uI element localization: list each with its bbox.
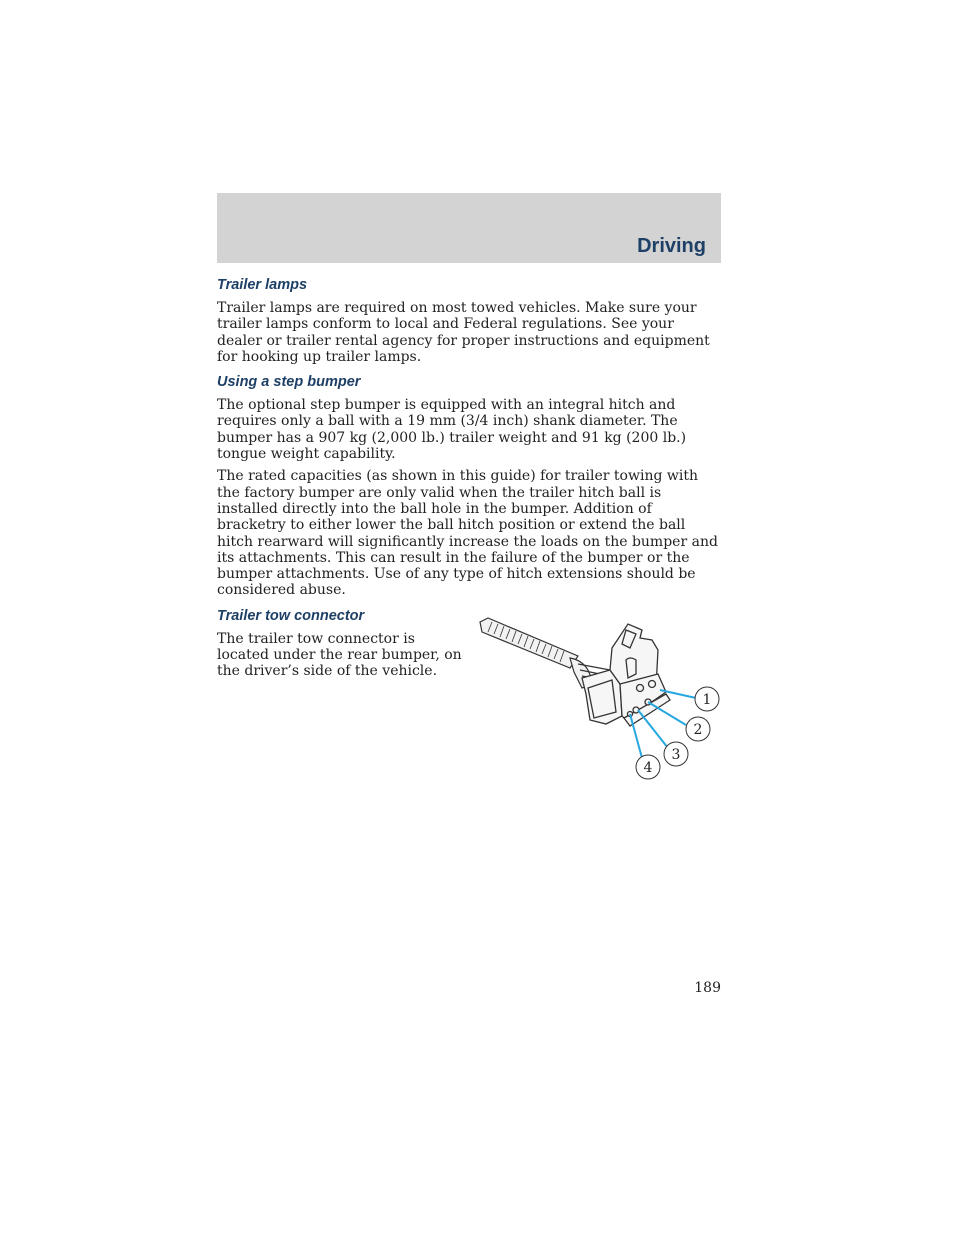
paragraph-trailer-lamps: Trailer lamps are required on most towed vehicles. Make sure your trailer lamps conform to local and Federal regulations. See your dealer or trailer rental agency for proper instructions and equipment for hooking up trailer lamps. [217, 300, 710, 365]
heading-tow-connector: Trailer tow connector [217, 607, 365, 624]
heading-trailer-lamps: Trailer lamps [217, 277, 308, 293]
paragraph-tow-connector: The trailer tow connector is located under the rear bumper, on the driver’s side of the vehicle. [217, 630, 462, 680]
callout-label-4: 4 [643, 760, 653, 776]
callout-label-3: 3 [671, 747, 681, 763]
connector-drawing [470, 608, 730, 788]
paragraph-step-bumper-2: The rated capacities (as shown in this guide) for trailer towing with the factory bumper are only valid when the trailer hitch ball is installed directly into the ball hole in the bumper. Addition of bracketry to either lower the ball hitch position or extend the ball hitch rearward will significantly increase the loads on the bumper and its attachments. This can result in the failure of the bumper or the bumper attachments. Use of any type of hitch extensions should be considered abuse. [217, 468, 718, 599]
section-title: Driving [637, 235, 706, 257]
heading-step-bumper: Using a step bumper [217, 374, 361, 391]
trailer-connector-illustration [470, 608, 730, 788]
callout-label-2: 2 [693, 722, 703, 738]
connector-housing [582, 624, 670, 726]
section-header-band [217, 193, 721, 263]
callout-label-1: 1 [702, 692, 712, 708]
page-number: 189 [694, 980, 721, 996]
paragraph-step-bumper-1: The optional step bumper is equipped with an integral hitch and requires only a ball with a 19 mm (3/4 inch) shank diameter. The bumper has a 907 kg (2,000 lb.) trailer weight and 91 kg (200 lb.) tongue weight capability. [217, 397, 687, 463]
